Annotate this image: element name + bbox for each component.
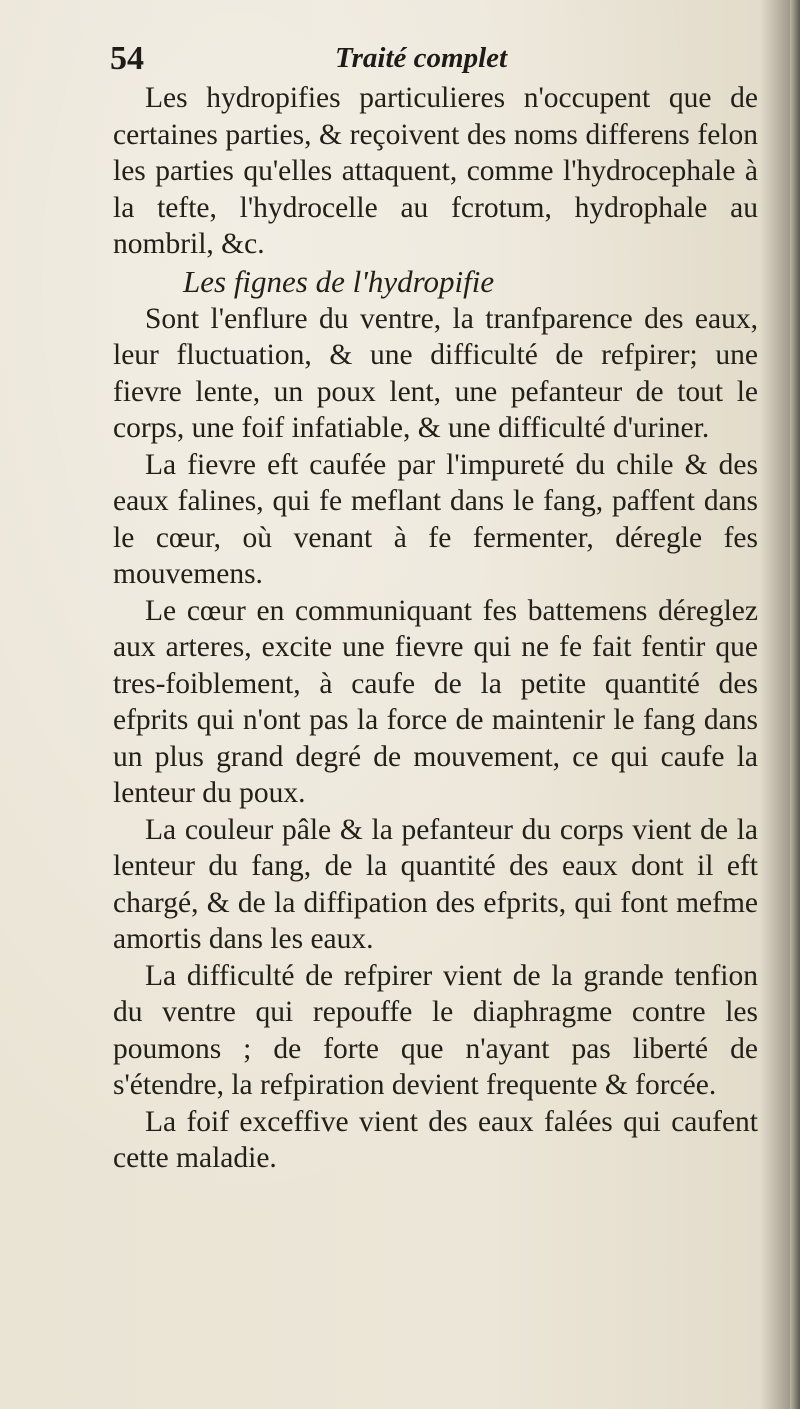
paragraph-fever: La fievre eft caufée par l'impureté du chile & des eaux falines, qui fe meflant dans le fang, paffent dans le cœur, où venant à fe fermenter, déregle fes mouvemens.	[113, 448, 758, 590]
page-edge-shadow	[790, 0, 800, 1409]
section-heading: Les fignes de l'hydropifie	[183, 263, 495, 299]
paragraph-pallor: La couleur pâle & la pefanteur du corps vient de la lenteur du fang, de la quantité des eaux dont il eft chargé, & de la diffipation des efprits, qui font mefme amortis dans les eaux.	[113, 813, 758, 955]
paragraph-thirst: La foif exceffive vient des eaux falées qui caufent cette maladie.	[113, 1105, 758, 1174]
running-title: Traité complet	[335, 42, 508, 74]
intro-paragraph: Les hydropifies particulieres n'occupent que de certaines parties, & reçoivent des noms differens felon les parties qu'elles attaquent, comme l'hydrocephale à la tefte, l'hydrocelle au fcrotum, hydrophale au nombril, &c.	[113, 82, 758, 260]
paragraph-heart: Le cœur en communiquant fes battemens déreglez aux arteres, excite une fievre qui ne fe fait fentir que tres-foiblement, à caufe de la petite quantité des efprits qui n'ont pas la force de maintenir le fang dans un plus grand degré de mouvement, ce qui caufe la lenteur du poux.	[113, 594, 758, 809]
page-number: 54	[110, 40, 144, 77]
text-block	[113, 80, 758, 1177]
paragraph-signs: Sont l'enflure du ventre, la tranfparence des eaux, leur fluctuation, & une difficulté de refpirer; une fievre lente, un poux lent, une pefanteur de tout le corps, une foif infatiable, & une difficulté d'uriner.	[113, 302, 758, 444]
paragraph-breathing: La difficulté de refpirer vient de la grande tenfion du ventre qui repouffe le diaphragme contre les poumons ; de forte que n'ayant pas liberté de s'étendre, la refpiration devient frequente & forcée.	[113, 959, 758, 1101]
